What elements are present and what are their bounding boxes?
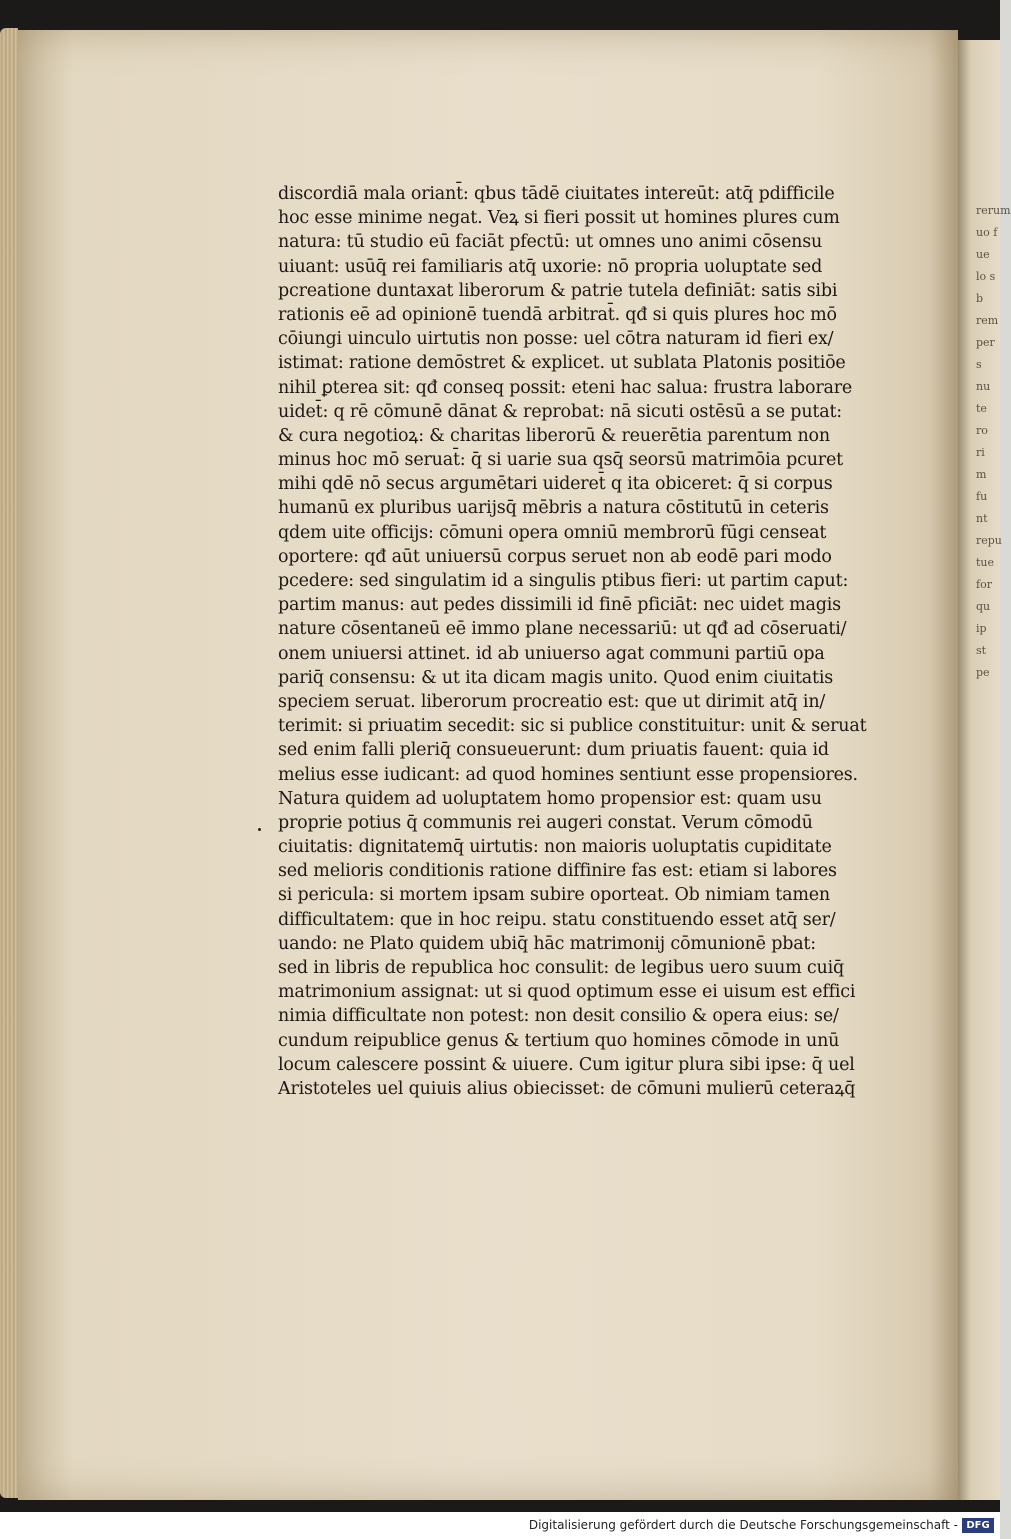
text-line: pcedere: sed singulatim id a singulis ptibus fieri: ut partim caput:: [278, 571, 849, 591]
text-line: uiuant: usūq̄ rei familiaris atq̄ uxorie: nō propria uoluptate sed: [278, 256, 823, 277]
text-line: cōiungi uinculo uirtutis non posse: uel cōtra naturam id fieri ex/: [278, 329, 834, 350]
text-line: cundum reipublice genus & tertium quo homines cōmode in unū: [278, 1030, 840, 1051]
text-line: minus hoc mō seruat̄: q̄ si uarie sua qsq̄ seorsū matrimōia pcuret: [278, 450, 843, 471]
footer-credit: Digitalisierung gefördert durch die Deutsche Forschungsgemeinschaft -: [528, 1518, 958, 1532]
text-line: locum calescere possint & uiuere. Cum igitur plura sibi ipse: q̄ uel: [278, 1054, 855, 1075]
text-line: si pericula: si mortem ipsam subire oporteat. Ob nimiam tamen: [278, 885, 830, 906]
right-page-edge: [958, 40, 1011, 1500]
text-line: discordiā mala oriant̄: qbus tādē ciuitates intereūt: atq̄ pdifficile: [278, 184, 835, 204]
text-line: hoc esse minime negat. Veꝝ si fieri possit ut homines plures cum: [278, 208, 840, 229]
text-line: sed enim falli pleriq̄ consueuerunt: dum priuatis fauent: quia id: [278, 740, 829, 761]
text-line: pcreatione duntaxat liberorum & patrie tutela definiāt: satis sibi: [278, 280, 838, 301]
text-line: istimat: ratione demōstret & explicet. ut sublata Platonis positiōe: [278, 353, 846, 374]
dfg-logo-icon: DFG: [962, 1518, 994, 1533]
text-line: difficultatem: que in hoc reipu. statu constituendo esset atq̄ ser/: [278, 909, 836, 930]
text-line: partim manus: aut pedes dissimili id finē pficiāt: nec uidet magis: [278, 595, 841, 616]
main-text-block: [278, 182, 878, 1101]
text-line: nature cōsentaneū eē immo plane necessariū: ut qđ ad cōseruati/: [278, 619, 847, 640]
text-line: Natura quidem ad uoluptatem homo propensior est: quam usu: [278, 788, 822, 809]
text-line: speciem seruat. liberorum procreatio est: que ut dirimit atq̄ in/: [278, 691, 826, 712]
page-edges: [0, 28, 18, 1498]
text-line: matrimonium assignat: ut si quod optimum esse ei uisum est effici: [278, 982, 856, 1003]
text-line: melius esse iudicant: ad quod homines sentiunt esse propensiores.: [278, 764, 858, 785]
right-page-fragment: rerum uo f ue lo s b rem per s nu te ro ri m fu nt repu tue for qu ip st pe: [976, 204, 1011, 679]
margin-mark: [258, 828, 261, 831]
text-line: oportere: qđ aūt uniuersū corpus seruet non ab eodē pari modo: [278, 546, 832, 567]
text-line: rationis eē ad opinionē tuendā arbitrat̄. qđ si quis plures hoc mō: [278, 304, 837, 325]
text-line: Aristoteles uel quiuis alius obiecisset: de cōmuni mulierū ceteraꝝq̄: [278, 1078, 856, 1099]
footer-bar: [0, 1512, 1000, 1539]
text-line: qdem uite officijs: cōmuni opera omniū membrorū fūgi censeat: [278, 522, 827, 543]
text-line: sed melioris conditionis ratione diffinire fas est: etiam si labores: [278, 861, 837, 882]
text-line: natura: tū studio eū faciāt pfectū: ut omnes uno animi cōsensu: [278, 232, 823, 253]
text-line: humanū ex pluribus uarijsq̄ mēbris a natura cōstitutū in ceteris: [278, 498, 829, 519]
text-line: onem uniuersi attinet. id ab uniuerso agat communi partiū opa: [278, 643, 825, 664]
text-line: sed in libris de republica hoc consulit: de legibus uero suum cuiq̄: [278, 958, 844, 978]
text-line: & cura negotioꝝ: & charitas liberorū & reuerētia parentum non: [278, 425, 830, 446]
text-line: terimit: si priuatim secedit: sic si publice constituitur: unit & seruat: [278, 716, 867, 737]
text-line: proprie potius q̄ communis rei augeri constat. Verum cōmodū: [278, 812, 813, 833]
text-line: ciuitatis: dignitatemq̄ uirtutis: non maioris uoluptatis cupiditate: [278, 837, 832, 858]
text-line: mihi qdē nō secus argumētari uideret̄ q ita obiceret: q̄ si corpus: [278, 474, 833, 495]
text-line: nihil ꝑterea sit: qđ conseq possit: eteni hac salua: frustra laborare: [278, 377, 853, 398]
text-line: uando: ne Plato quidem ubiq̄ hāc matrimonij cōmunionē pbat:: [278, 933, 816, 954]
text-line: nimia difficultate non potest: non desit consilio & opera eius: se/: [278, 1006, 839, 1027]
text-line: uidet̄: q rē cōmunē dānat & reprobat: nā sicuti ostēsū a se putat:: [278, 401, 842, 422]
text-line: pariq̄ consensu: & ut ita dicam magis unito. Quod enim ciuitatis: [278, 667, 834, 688]
